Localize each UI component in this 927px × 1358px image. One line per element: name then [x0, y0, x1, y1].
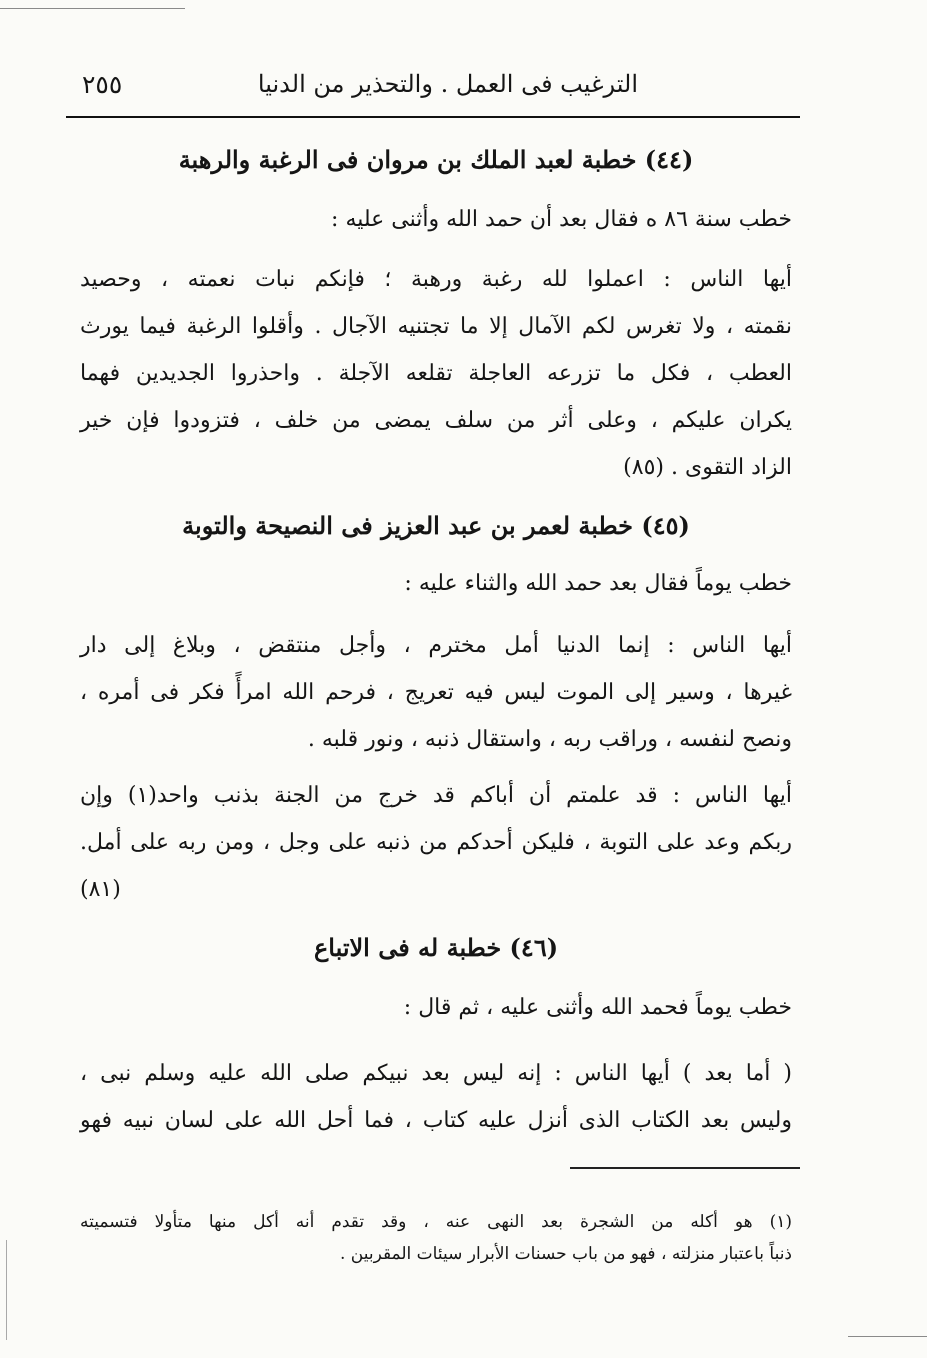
citation-line: (٨١) [80, 877, 121, 902]
paragraph-44 [80, 256, 792, 491]
header-rule [66, 116, 800, 118]
footnote-rule [570, 1167, 800, 1169]
text-line: ربكم وعد على التوبة ، فليكن أحدكم من ذنبه على وجل ، ومن ربه على أمل. [80, 830, 792, 855]
paragraph-46 [80, 1050, 792, 1144]
text-line: أيها الناس : اعملوا لله رغبة ورهبة ؛ فإنكم نبات نعمته ، وحصيد [80, 267, 792, 292]
text-line: العطب ، فكل ما تزرعه العاجلة تقلعه الآجلة . واحذروا الجديدين فهما [80, 361, 792, 386]
paragraph-45-1 [80, 622, 792, 763]
text-line: أيها الناس : إنما الدنيا أمل مخترم ، وأجل منتقض ، وبلاغ إلى دار [80, 633, 792, 658]
section-intro-44: خطب سنة ٨٦ ه فقال بعد أن حمد الله وأثنى عليه : [331, 207, 792, 232]
running-title: الترغيب فى العمل . والتحذير من الدنيا [257, 70, 638, 98]
section-intro-46: خطب يوماً فحمد الله وأثنى عليه ، ثم قال : [403, 995, 792, 1020]
text-line: غيرها ، وسير إلى الموت ليس فيه تعريج ، فرحم الله امرأً فكر فى أمره ، [80, 680, 792, 705]
footnote-line: ذنباً باعتبار منزلته ، فهو من باب حسنات الأبرار سيئات المقربين . [339, 1244, 792, 1264]
text-line: نقمته ، ولا تغرس لكم الآمال إلا ما تجتنيه الآجال . وأقلوا الرغبة فيما يورث [80, 314, 792, 339]
section-heading-45: (٤٥) خطبة لعمر بن عبد العزيز فى النصيحة والتوبة [182, 511, 690, 540]
text-line: الزاد التقوى . (٨٥) [623, 455, 792, 480]
section-intro-45: خطب يوماً فقال بعد حمد الله والثناء عليه : [404, 571, 792, 596]
footnote-line: (١) هو أكله من الشجرة بعد النهى عنه ، وقد تقدم أنه أكل منها متأولا فتسميته [80, 1212, 792, 1232]
section-heading-46: (٤٦) خطبة له فى الاتباع [313, 933, 559, 962]
page-number: ٢٥٥ [82, 70, 123, 99]
text-line: ( أما بعد ) أيها الناس : إنه ليس بعد نبيكم صلى الله عليه وسلم نبى ، [80, 1061, 792, 1086]
scan-edge-line [6, 1240, 7, 1340]
text-line: أيها الناس : قد علمتم أن أباكم قد خرج من الجنة بذنب واحد(١) وإن [80, 783, 793, 808]
footnote [80, 1206, 792, 1270]
text-line: وليس بعد الكتاب الذى أنزل عليه كتاب ، فما أحل الله على لسان نبيه فهو [80, 1108, 792, 1133]
text-line: ونصح لنفسه ، وراقب ربه ، واستقال ذنبه ، ونور قلبه . [307, 727, 792, 752]
text-line: يكران عليكم ، وعلى أثر من سلف يمضى من خلف ، فتزودوا فإن خير [80, 408, 792, 433]
paragraph-45-2 [80, 772, 792, 913]
section-heading-44: (٤٤) خطبة لعبد الملك بن مروان فى الرغبة والرهبة [178, 145, 694, 174]
scan-edge-line [848, 1336, 927, 1337]
page-header [68, 68, 800, 110]
scan-edge-line [0, 8, 185, 9]
